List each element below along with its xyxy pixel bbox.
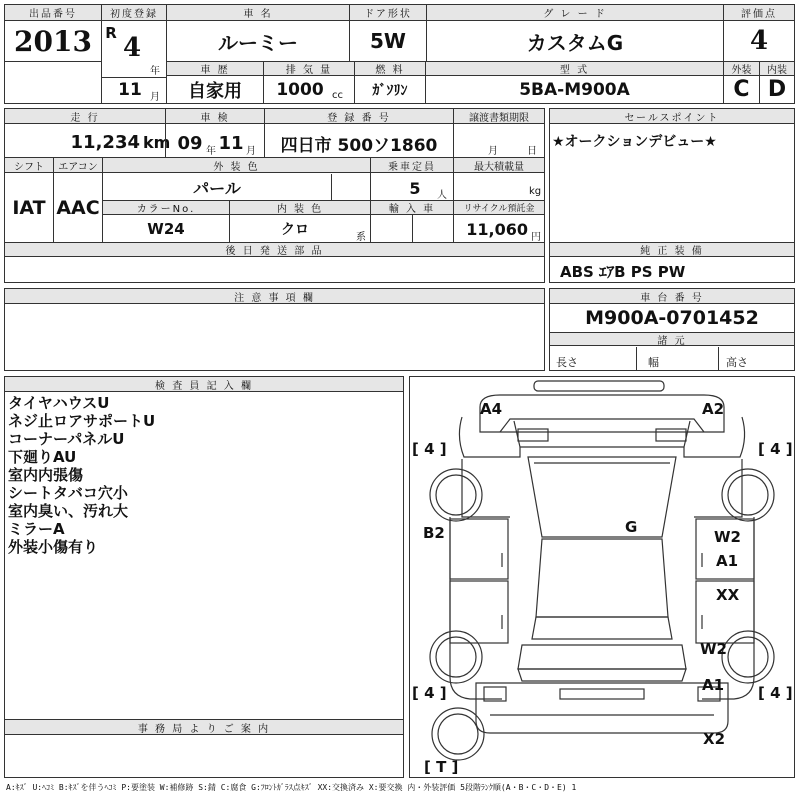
- insp-year: 09: [177, 132, 203, 154]
- year-unit: 年: [150, 66, 160, 77]
- reg-year: 4: [122, 33, 142, 63]
- reg-month: 11: [118, 80, 142, 100]
- caution-label: 注 意 事 項 欄: [5, 289, 544, 304]
- load-label: 最大積載量: [454, 158, 544, 173]
- note-item: 下廻りAU: [8, 448, 77, 466]
- insp-month: 11: [218, 132, 244, 154]
- tire-front-right: [ 4 ]: [758, 440, 793, 458]
- spare-tire: [ T ]: [424, 758, 459, 776]
- load-unit: kg: [529, 186, 542, 197]
- tire-rear-left: [ 4 ]: [412, 684, 447, 702]
- ext-color: パール: [193, 178, 241, 198]
- import-label: 輸 入 車: [371, 201, 453, 215]
- inspector-label: 検 査 員 記 入 欄: [5, 377, 403, 392]
- shift-label: シフト: [5, 158, 53, 173]
- car-name-label: 車 名: [167, 5, 349, 21]
- equipment-label: 純 正 装 備: [550, 243, 794, 257]
- ext-color-label: 外 装 色: [103, 158, 370, 173]
- displacement-label: 排 気 量: [264, 62, 354, 76]
- note-item: 外装小傷有り: [8, 538, 99, 556]
- shift: IAT: [12, 197, 46, 219]
- length-label: 長さ: [556, 356, 578, 369]
- capacity-label: 乗車定員: [371, 158, 453, 173]
- score-label: 評価点: [724, 5, 794, 21]
- note-item: ミラーA: [8, 520, 65, 538]
- int-label: 内装: [760, 62, 794, 76]
- damage-mark-w2-front: W2: [714, 528, 741, 546]
- legend-text: A:ｷｽﾞ U:ﾍｺﾐ B:ｷｽﾞを伴うﾍｺﾐ P:要塗装 W:補修跡 S:錆 C:腐食 G:ﾌﾛﾝﾄｶﾞﾗｽ点ｷｽﾞ XX:交換済み X:要交換 内・外装評価 5段階ﾗﾝｸ順(A・B・C・D・E) 1: [6, 783, 577, 792]
- model: 5BA-M900A: [519, 79, 630, 100]
- color-no-label: カラーNo.: [103, 201, 229, 215]
- damage-mark-w2-rear: W2: [700, 640, 727, 658]
- fuel-label: 燃 料: [355, 62, 425, 76]
- insp-year-unit: 年: [206, 146, 216, 157]
- car-body-diagram: [410, 377, 794, 777]
- model-label: 型 式: [426, 62, 723, 76]
- int-color: クロ: [281, 222, 309, 238]
- sales-point: ★オークションデビュー★: [552, 134, 717, 150]
- damage-mark-a2: A2: [702, 400, 725, 418]
- mileage-label: 走 行: [5, 109, 165, 124]
- history-label: 車 歴: [167, 62, 263, 76]
- note-item: コーナーパネルU: [8, 430, 125, 448]
- grade: カスタムG: [526, 30, 624, 55]
- inspection-label: 車 検: [166, 109, 264, 124]
- plate-label: 登 録 番 号: [265, 109, 453, 124]
- grade-label: グ レ ー ド: [427, 5, 723, 21]
- fuel: ｶﾞｿﾘﾝ: [372, 82, 408, 99]
- recycle: 11,060: [466, 219, 528, 239]
- transfer-label: 譲渡書類期限: [454, 109, 544, 124]
- chassis-label: 車 台 番 号: [550, 289, 794, 304]
- transfer-month: 月: [488, 146, 498, 157]
- displacement: 1000: [276, 79, 324, 100]
- ext-score: C: [733, 77, 750, 102]
- era: R: [105, 24, 117, 42]
- note-item: シートタバコ穴小: [8, 484, 128, 502]
- note-item: タイヤハウスU: [8, 394, 110, 412]
- history: 自家用: [188, 80, 242, 102]
- first-reg-label: 初度登録: [102, 5, 166, 21]
- damage-mark-a4: A4: [480, 400, 503, 418]
- damage-mark-xx: XX: [716, 586, 740, 604]
- width-label: 幅: [648, 356, 659, 369]
- int-color-label: 内 装 色: [230, 201, 370, 215]
- office-label: 事 務 局 よ り ご 案 内: [5, 720, 403, 735]
- damage-mark-g: G: [625, 518, 638, 536]
- car-name: ルーミー: [218, 30, 298, 55]
- lot-no-label: 出品番号: [5, 5, 101, 21]
- int-score: D: [767, 77, 787, 102]
- later-parts-label: 後 日 発 送 部 品: [5, 243, 544, 257]
- month-unit: 月: [150, 92, 160, 103]
- lot-no: 2013: [14, 24, 92, 58]
- spec-label: 諸 元: [550, 332, 794, 346]
- recycle-label: リサイクル預託金: [454, 201, 544, 215]
- mileage: 11,234: [70, 131, 140, 153]
- chassis-no: M900A-0701452: [585, 307, 759, 329]
- damage-mark-a1-front: A1: [716, 552, 739, 570]
- ac-label: エアコン: [54, 158, 102, 173]
- km-unit: km: [143, 133, 171, 152]
- cc-unit: cc: [332, 90, 343, 101]
- height-label: 高さ: [726, 356, 748, 369]
- note-item: 室内内張傷: [8, 466, 84, 484]
- damage-mark-x2: X2: [703, 730, 726, 748]
- ac: AAC: [56, 197, 100, 219]
- capacity: 5: [409, 178, 421, 198]
- door: 5W: [370, 29, 406, 53]
- sales-point-label: セールスポイント: [550, 109, 794, 124]
- int-color-unit: 系: [356, 232, 366, 243]
- score: 4: [749, 26, 769, 56]
- damage-mark-a1-rear: A1: [702, 676, 725, 694]
- recycle-unit: 円: [531, 232, 541, 243]
- tire-rear-right: [ 4 ]: [758, 684, 793, 702]
- color-no: W24: [147, 220, 185, 238]
- plate: 四日市 500ソ1860: [280, 135, 438, 156]
- door-label: ドア形状: [350, 5, 426, 21]
- tire-front-left: [ 4 ]: [412, 440, 447, 458]
- note-item: 室内臭い、汚れ大: [8, 502, 129, 520]
- capacity-unit: 人: [437, 190, 447, 201]
- transfer-day: 日: [527, 146, 537, 157]
- damage-mark-b2: B2: [423, 524, 445, 542]
- insp-month-unit: 月: [246, 146, 256, 157]
- equipment: ABS ｴｱB PS PW: [560, 263, 686, 281]
- note-item: ネジ止ロアサポートU: [8, 412, 156, 430]
- inspector-notes: [8, 394, 155, 556]
- ext-label: 外装: [724, 62, 759, 76]
